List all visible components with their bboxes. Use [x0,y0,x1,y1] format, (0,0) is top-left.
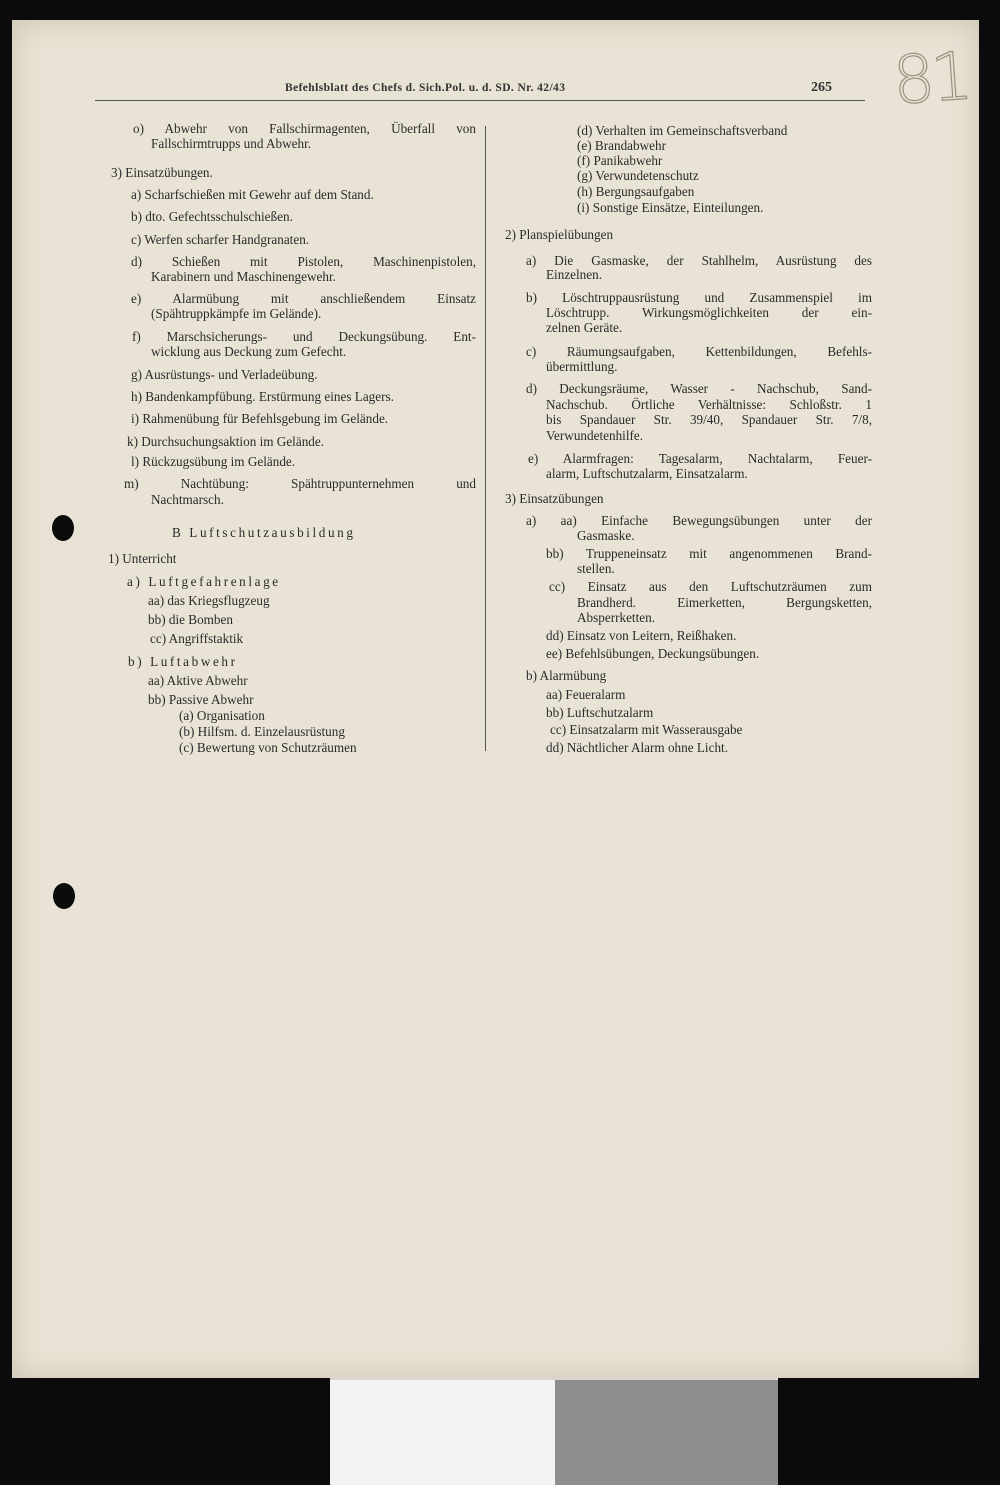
text-line: g) Ausrüstungs- und Verladeübung. [131,367,318,382]
text-line: Löschtrupp. Wirkungsmöglichkeiten der ein- [546,305,872,320]
text-line: a) Luftgefahrenlage [127,574,281,589]
text-line: aa) Aktive Abwehr [148,673,248,688]
text-line: 3) Einsatzübungen. [111,165,213,180]
text-line: stellen. [577,561,615,576]
text-line: Einzelnen. [546,267,603,282]
text-line: ee) Befehlsübungen, Deckungsübungen. [546,646,760,661]
text-line: l) Rückzugsübung im Gelände. [131,454,296,469]
text-line: f) Marschsicherungs- und Deckungsübung. Ent- [132,329,476,344]
punch-hole-top [52,515,74,541]
text-line: cc) Angriffstaktik [150,631,244,646]
text-line: 2) Planspielübungen [505,227,614,242]
text-line: bb) Passive Abwehr [148,692,254,707]
text-line: Nachschub. Örtliche Verhältnisse: Schloßstr. 1 [546,397,872,412]
page-header [95,60,865,101]
text-line: bb) Luftschutzalarm [546,705,654,720]
text-line: e) Alarmübung mit anschließendem Einsatz [131,291,476,306]
text-line: Brandherd. Eimerketten, Bergungsketten, [577,595,872,610]
text-line: a) Scharfschießen mit Gewehr auf dem Stand. [131,187,374,202]
text-line: d) Schießen mit Pistolen, Maschinenpistolen, [131,254,476,269]
text-line: bb) Truppeneinsatz mit angenommenen Brand- [546,546,872,561]
text-line: (d) Verhalten im Gemeinschaftsverband [577,123,788,138]
text-line: b) dto. Gefechtsschulschießen. [131,209,293,224]
text-line: a) Die Gasmaske, der Stahlhelm, Ausrüstung des [526,253,872,268]
text-line: b) Luftabwehr [128,654,238,669]
text-line: cc) Einsatz aus den Luftschutzräumen zum [549,579,872,594]
text-line: d) Deckungsräume, Wasser - Nachschub, Sand- [526,381,872,396]
punch-hole-bottom [53,883,75,909]
text-line: h) Bandenkampfübung. Erstürmung eines Lagers. [131,389,394,404]
text-line: aa) das Kriegsflugzeug [148,593,270,608]
text-line: Gasmaske. [577,528,635,543]
text-line: übermittlung. [546,359,618,374]
scan-strip-light [330,1380,555,1485]
text-line: a) aa) Einfache Bewegungsübungen unter der [526,513,872,528]
text-line: b) Löschtruppausrüstung und Zusammenspiel im [526,290,872,305]
text-line: (h) Bergungsaufgaben [577,184,695,199]
header-title: Befehlsblatt des Chefs d. Sich.Pol. u. d. SD. Nr. 42/43 [285,82,566,94]
text-line: bb) die Bomben [148,612,233,627]
text-line: c) Werfen scharfer Handgranaten. [131,232,310,247]
text-line: (e) Brandabwehr [577,138,666,153]
text-line: (c) Bewertung von Schutzräumen [179,740,357,755]
text-line: (b) Hilfsm. d. Einzelausrüstung [179,724,345,739]
text-line: dd) Nächtlicher Alarm ohne Licht. [546,740,728,755]
text-line: Karabinern und Maschinengewehr. [151,269,336,284]
handwritten-page-number: 81 [890,37,972,120]
text-line: Fallschirmtrupps und Abwehr. [151,136,312,151]
text-line: aa) Feueralarm [546,687,626,702]
text-line: i) Rahmenübung für Befehlsgebung im Gelände. [131,411,389,426]
text-line: k) Durchsuchungsaktion im Gelände. [127,434,325,449]
text-line: (f) Panikabwehr [577,153,663,168]
section-heading: B Luftschutzausbildung [172,525,356,540]
text-line: m) Nachtübung: Spähtruppunternehmen und [124,476,476,491]
text-line: (i) Sonstige Einsätze, Einteilungen. [577,200,764,215]
text-line: Verwundetenhilfe. [546,428,644,443]
text-line: alarm, Luftschutzalarm, Einsatzalarm. [546,466,748,481]
text-line: bis Spandauer Str. 39/40, Spandauer Str. 7/8, [546,412,872,427]
column-divider [485,126,486,751]
text-line: (a) Organisation [179,708,265,723]
text-line: 3) Einsatzübungen [505,491,604,506]
text-line: zelnen Geräte. [546,320,623,335]
text-line: o) Abwehr von Fallschirmagenten, Überfall von [133,121,476,136]
text-line: Absperrketten. [577,610,655,625]
text-line: Nachtmarsch. [151,492,224,507]
text-line: (g) Verwundetenschutz [577,168,699,183]
scan-strip-gray [555,1380,778,1485]
text-line: cc) Einsatzalarm mit Wasserausgabe [550,722,743,737]
text-line: c) Räumungsaufgaben, Kettenbildungen, Befehls- [526,344,872,359]
text-line: dd) Einsatz von Leitern, Reißhaken. [546,628,737,643]
page-number: 265 [811,80,832,95]
text-line: (Spähtruppkämpfe im Gelände). [151,306,322,321]
text-line: wicklung aus Deckung zum Gefecht. [151,344,347,359]
text-line: 1) Unterricht [108,551,177,566]
text-line: b) Alarmübung [526,668,607,683]
text-line: e) Alarmfragen: Tagesalarm, Nachtalarm, Feuer- [528,451,872,466]
